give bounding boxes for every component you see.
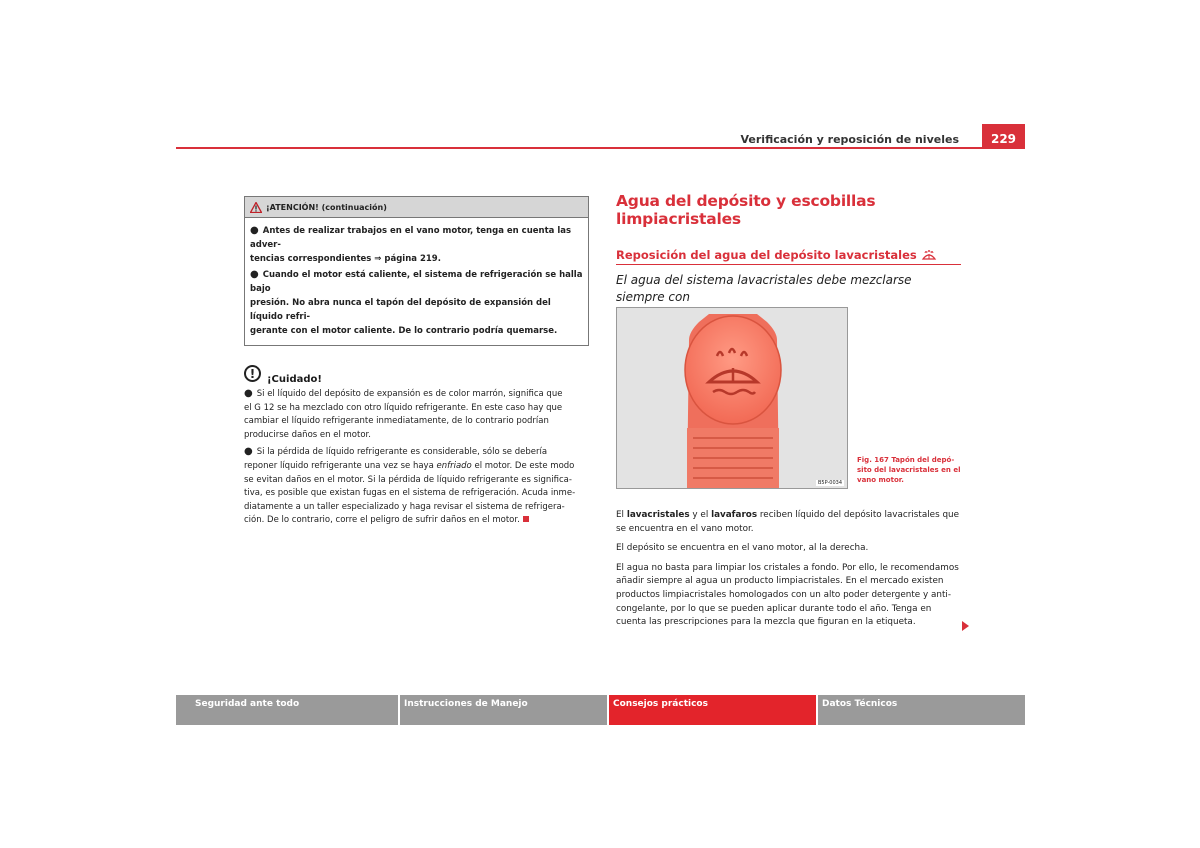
figure-image [616, 307, 848, 489]
washer-cap-illustration [617, 308, 848, 489]
continue-arrow-icon[interactable] [962, 621, 969, 631]
body-paragraph: El agua no basta para limpiar los cristales a fondo. Por ello, le recomendamos añadir siempre al agua un producto limpiacristales. En el mercado existen productos limpiacristales homologados con un alto poder detergente y anti- congelante, por lo que se pueden aplicar durante todo el año. Tenga en cuenta las prescripciones para la mezcla que figuran en la etiqueta. [616, 562, 959, 628]
header-rule [176, 147, 1025, 149]
warning-item: ● Antes de realizar trabajos en el vano motor, tenga en cuenta las adver- tencias correspondientes ⇒ página 219. [250, 225, 572, 264]
section-title: Verificación y reposición de niveles [740, 133, 959, 146]
end-mark-icon [523, 516, 529, 522]
caution-title: ¡Cuidado! [267, 374, 322, 385]
caution-body [244, 387, 589, 528]
figure-row [616, 307, 961, 489]
caution-paragraph: ● Si el líquido del depósito de expansión es de color marrón, significa que el G 12 se ha mezclado con otro líquido refrigerante. En este caso hay que cambiar el líquido refrigerante inmediatamente, de lo contrario podrían producirse daños en el motor. [244, 388, 563, 440]
caution-section [244, 362, 589, 528]
figure-caption: Fig. 167 Tapón del depó- sito del lavacristales en el vano motor. [857, 456, 961, 484]
body-paragraph: El depósito se encuentra en el vano motor, al la derecha. [616, 543, 869, 554]
warning-body [245, 218, 588, 345]
right-column [616, 192, 961, 628]
caution-paragraph: ● Si la pérdida de líquido refrigerante es considerable, sólo se debería reponer líquido refrigerante una vez se haya enfriado el motor. De este modo se evitan daños en el motor. Si la pérdida de líquido refrigerante es significa- tiva, es posible que existan fugas en el sistema de refrigeración. Acuda inme- diatamente a un taller especializado y haga revisar el sistema de refrigera- ción. De lo contrario, corre el peligro de sufrir daños en el motor. [244, 446, 576, 526]
page-header [176, 124, 1025, 150]
bullet-icon: ● [244, 388, 253, 399]
nav-tab-instrucciones[interactable]: Instrucciones de Manejo [400, 695, 607, 725]
caution-exclamation-icon: ! [244, 365, 261, 382]
main-title: Agua del depósito y escobillas limpiacristales [616, 192, 876, 228]
caution-header [244, 362, 589, 385]
sub-title: Reposición del agua del depósito lavacristales [616, 248, 961, 265]
warning-item: ● Cuando el motor está caliente, el sistema de refrigeración se halla bajo presión. No abra nunca el tapón del depósito de expansión del líquido refri- gerante con el motor caliente. De lo contrario podría quemarse. [250, 269, 583, 336]
footer-nav [176, 695, 1025, 725]
bullet-icon: ● [250, 225, 259, 236]
body-paragraph: El lavacristales y el lavafaros reciben líquido del depósito lavacristales que se encuentra en el vano motor. [616, 510, 960, 534]
warning-triangle-icon [250, 202, 262, 213]
nav-tab-datos[interactable]: Datos Técnicos [818, 695, 1025, 725]
figure-code: B5P-0034 [817, 480, 842, 486]
nav-tab-consejos[interactable]: Consejos prácticos [609, 695, 816, 725]
bullet-icon: ● [250, 269, 259, 280]
intro-text: El agua del sistema lavacristales debe mezclarse siempre con [616, 273, 912, 304]
washer-symbol-icon [921, 249, 937, 261]
nav-tab-seguridad[interactable]: Seguridad ante todo [176, 695, 398, 725]
body-text [616, 509, 961, 636]
warning-header [245, 197, 588, 218]
bullet-icon: ● [244, 446, 253, 458]
page-number: 229 [982, 124, 1025, 149]
left-column [244, 196, 589, 531]
warning-title: ¡ATENCIÓN! (continuación) [266, 202, 387, 212]
warning-box [244, 196, 589, 346]
